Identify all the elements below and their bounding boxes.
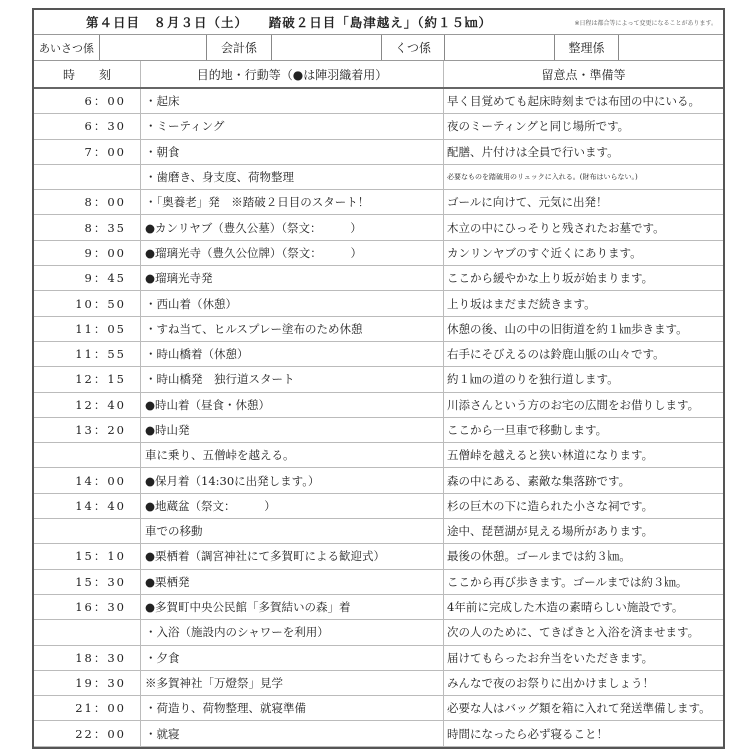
action-cell: ●保月着（14:30に出発します。） [141,468,444,492]
note-cell: 杉の巨木の下に造られた小さな祠です。 [447,498,654,513]
time-cell [34,620,141,644]
table-row [34,393,723,418]
time-cell: 18：30 [34,646,141,670]
action-cell: ●時山着（昼食・休憩） [141,393,444,417]
note-cell: 次の人のために、てきぱきと入浴を済ませます。 [447,625,700,640]
table-row [34,165,723,190]
time-cell: 15：10 [34,544,141,568]
time-cell: 16：30 [34,595,141,619]
note-cell: 木立の中にひっそりと残されたお墓です。 [447,220,665,235]
staff-field-tidy[interactable] [619,35,723,60]
staff-label-accounting: 会計係 [207,35,272,60]
action-cell: ・時山橋発 独行道スタート [141,367,444,391]
action-cell: ※多賀神社「万燈祭」見学 [141,671,444,695]
table-row [34,367,723,392]
note-cell: カンリンヤブのすぐ近くにあります。 [447,245,642,260]
note-cell: 配膳、片付けは全員で行います。 [447,144,619,159]
table-row [34,317,723,342]
time-cell: 11：05 [34,317,141,341]
table-row [34,291,723,316]
staff-field-accounting[interactable] [272,35,382,60]
action-cell: 車に乗り、五僧峠を越える。 [141,443,444,467]
table-row [34,418,723,443]
table-row [34,544,723,569]
note-cell: 休憩の後、山の中の旧街道を約１㎞歩きます。 [447,321,688,336]
time-cell: 15：30 [34,570,141,594]
action-cell: ●時山発 [141,418,444,442]
table-row [34,721,723,746]
table-row [34,671,723,696]
table-row [34,468,723,493]
note-cell: 右手にそびえるのは鈴鹿山脈の山々です。 [447,347,665,362]
staff-row [34,35,723,61]
header-action: 目的地・行動等（●は陣羽織着用） [141,61,444,87]
action-cell: ・ミーティング [141,114,444,138]
note-cell: 夜のミーティングと同じ場所です。 [447,119,630,134]
note-cell: ゴールに向けて、元気に出発！ [447,195,608,210]
page-title: 第４日目 ８月３日（土） 踏破２日目「島津越え」（約１５㎞） [86,15,493,30]
schedule-table [32,8,725,749]
table-row [34,595,723,620]
time-cell: 22：00 [34,721,141,745]
staff-field-greeting[interactable] [100,35,207,60]
note-cell: ここから一旦車で移動します。 [447,423,608,437]
action-cell: ●多賀町中央公民館「多賀結いの森」着 [141,595,444,619]
time-cell: 11：55 [34,342,141,366]
time-cell: 14：40 [34,494,141,518]
note-cell: 必要なものを踏破用のリュックに入れる。(財布はいらない。) [447,173,638,182]
table-row [34,190,723,215]
time-cell: 9：45 [34,266,141,290]
table-row [34,215,723,240]
action-cell: ・「奥養老」発 ※踏破２日目のスタート！ [141,190,444,214]
action-cell: ・就寝 [141,721,444,745]
note-cell: 上り坂はまだまだ続きます。 [447,296,596,311]
table-row [34,646,723,671]
table-row [34,114,723,139]
staff-label-shoes: くつ係 [382,35,445,60]
header-notes: 留意点・準備等 [541,67,626,82]
time-cell: 7：00 [34,140,141,164]
time-cell: 10：50 [34,291,141,315]
note-cell: 川添さんという方のお宅の広間をお借りします。 [447,397,700,412]
action-cell: ・西山着（休憩） [141,291,444,315]
action-cell: ・荷造り、荷物整理、就寝準備 [141,696,444,720]
action-cell: ・入浴（施設内のシャワーを利用） [141,620,444,644]
note-cell: ここから再び歩きます。ゴールまでは約３㎞。 [447,574,688,589]
note-cell: みんなで夜のお祭りに出かけましょう！ [447,675,654,690]
schedule-note: ※日程は都合等によって変更になることがあります。 [574,19,717,27]
time-cell: 12：15 [34,367,141,391]
table-row [34,443,723,468]
note-cell: 最後の休憩。ゴールまでは約３㎞。 [447,549,631,564]
table-row [34,140,723,165]
note-cell: 時間になったら必ず寝ること！ [447,726,608,741]
action-cell: ・すね当て、ヒルスプレー塗布のため休憩 [141,317,444,341]
schedule-rows [34,89,723,747]
note-cell: 途中、琵琶湖が見える場所があります。 [447,524,654,539]
action-cell: 車での移動 [141,519,444,543]
time-cell: 8：35 [34,215,141,239]
action-cell: ●瑠璃光寺発 [141,266,444,290]
time-cell [34,443,141,467]
time-cell: 6：00 [34,89,141,113]
action-cell: ・時山橋着（休憩） [141,342,444,366]
note-cell: 4年前に完成した木造の素晴らしい施設です。 [447,600,684,615]
time-cell: 21：00 [34,696,141,720]
time-cell [34,519,141,543]
action-cell: ●地蔵盆（祭文： ） [141,494,444,518]
staff-field-shoes[interactable] [445,35,555,60]
table-row [34,696,723,721]
note-cell: 届けてもらったお弁当をいただきます。 [447,650,654,665]
note-cell: 五僧峠を越えると狭い林道になります。 [447,448,654,463]
header-time: 時 刻 [34,61,141,87]
action-cell: ・朝食 [141,140,444,164]
action-cell: ・夕食 [141,646,444,670]
table-row [34,494,723,519]
title-row [34,10,723,35]
action-cell: ・起床 [141,89,444,113]
action-cell: ●瑠璃光寺（豊久公位牌）（祭文： ） [141,241,444,265]
action-cell: ・歯磨き、身支度、荷物整理 [141,165,444,189]
time-cell: 13：20 [34,418,141,442]
note-cell: 森の中にある、素敵な集落跡です。 [447,473,631,488]
note-cell: 約１㎞の道のりを独行道します。 [447,372,619,387]
action-cell: ●カンリヤブ（豊久公墓）（祭文： ） [141,215,444,239]
note-cell: 必要な人はバッグ類を箱に入れて発送準備します。 [447,701,711,716]
time-cell: 12：40 [34,393,141,417]
time-cell: 6：30 [34,114,141,138]
note-cell: ここから緩やかな上り坂が始まります。 [447,271,654,286]
staff-label-tidy: 整理係 [555,35,619,60]
time-cell: 14：00 [34,468,141,492]
table-row [34,266,723,291]
table-row [34,241,723,266]
table-row [34,519,723,544]
action-cell: ●栗栖着（調宮神社にて多賀町による歓迎式） [141,544,444,568]
table-row [34,342,723,367]
action-cell: ●栗栖発 [141,570,444,594]
note-cell: 早く目覚めても起床時刻までは布団の中にいる。 [447,94,700,109]
time-cell [34,165,141,189]
time-cell: 19：30 [34,671,141,695]
header-row [34,61,723,89]
time-cell: 8：00 [34,190,141,214]
staff-label-greeting: あいさつ係 [34,35,100,60]
table-row [34,620,723,645]
table-row [34,89,723,114]
time-cell: 9：00 [34,241,141,265]
table-row [34,570,723,595]
